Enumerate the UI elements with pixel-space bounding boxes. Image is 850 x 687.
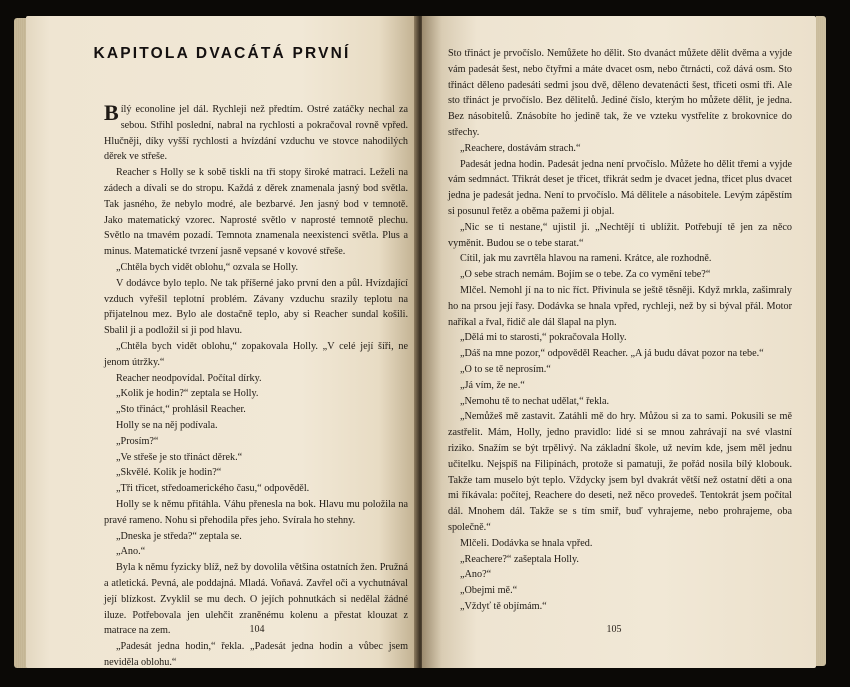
paragraph: Holly se na něj podívala. xyxy=(116,419,218,431)
paragraph: „Chtěla bych vidět oblohu,“ zopakovala Holly. „V celé její šíři, ne jenom útržky.“ xyxy=(104,340,408,368)
paragraph: Reacher neodpovídal. Počítal dírky. xyxy=(116,372,262,384)
paragraph: Sto třináct je prvočíslo. Nemůžete ho dělit. Sto dvanáct můžete dělit dvěma a vyjde vám padesát šest, nebo čtyřmi a máte dvacet osm, nebo čtrnácti, což dává osm. Sto třináct děleno padesáti sedmi jsou dvě, děleno devatenácti šest, třiceti osmi tři. Ale sto třináct je prvočíslo. Bez dělitelů. Jediné číslo, kterým ho můžete dělit, je jedna. Bez násobitelů. Znásobíte ho jedině tak, že ve vzteku vystřelíte z brokovnice do střechy. xyxy=(448,48,792,138)
paragraph: „Vždyť tě objímám.“ xyxy=(460,600,547,612)
paragraph: „Skvělé. Kolik je hodin?“ xyxy=(116,467,222,479)
paragraph: „Reachere?“ zašeptala Holly. xyxy=(460,553,579,565)
paragraph: „Chtěla bych vidět oblohu,“ ozvala se Holly. xyxy=(116,261,299,273)
paragraph: Byla k němu fyzicky blíž, než by dovolila většina ostatních žen. Pružná a atletická. Pevná, ale poddajná. Mladá. Voňavá. Zavřel oči a vychutnával její blízkost. Zvyklil se mu dech. O jejích pohnutkách si nedělal žádné iluze. Potřebovala jen ulehčit zraněnému kolenu a přestat klouzat z matrace na zem. xyxy=(104,562,408,637)
paragraph: „Nemohu tě to nechat udělat,“ řekla. xyxy=(460,395,610,407)
first-paragraph-text: ílý econoline jel dál. Rychleji než předtím. Ostré zatáčky nechal za sebou. Střihl poslední, nabral na rychlosti a pokračoval rovně vpřed. Hlučněji, díky vyšší rychlosti a hvízdání vzduchu ve stovce nahodilých děrek ve střeše. xyxy=(104,104,408,163)
paragraph: „Padesát jedna hodin,“ řekla. „Padesát jedna hodin a vůbec jsem neviděla oblohu.“ xyxy=(104,641,408,668)
left-page-text xyxy=(104,102,408,668)
paragraph: Reacher s Holly se k sobě tiskli na tři stopy široké matraci. Leželi na zádech a dívali se do stropu. Každá z děrek znamenala jasný bod světla. Tak jasného, že nebylo modré, ale bezbarvé. Jen jasný bod v temnotě. Jako matematický vzorec. Naprosté světlo v naprosté temnotě plechu. Světlo na tmavém pozadí. Temnota znamenala neexistenci světla. Plus a minus. Matematické tvrzení jasně vepsané v kovové střeše. xyxy=(104,167,408,258)
paragraph: „Obejmi mě.“ xyxy=(460,585,518,597)
page-block-edge-right xyxy=(816,16,826,666)
paragraph: „Nemůžeš mě zastavit. Zatáhli mě do hry. Můžou si za to sami. Pokusili se mě zastřelit. Mám, Holly, jedno pravidlo: lidé si se mnou zahrávají na své vlastní riziko. Snažím se být trpělivý. Na základní škole, už nevím kde, jsem měl jednu učitelku. Nejspíš na Filipínách, protože si pamatuji, že pořád nosila bílý klobouk. Takže tam muselo být teplo. Vždycky jsem byl dvakrát větší než ostatní děti a ona mi říkávala: počítej, Reachere do deseti, než něco provedeš. Tentokrát jsem počítal dál. Mnohem dál. Takže se s tím smiř, buď vyhrajeme, nebo prohrajeme, oba společně.“ xyxy=(448,411,792,533)
paragraph: „Ano.“ xyxy=(116,546,146,558)
paragraph: Mlčeli. Dodávka se hnala vpřed. xyxy=(460,537,593,549)
paragraph: „Prosím?“ xyxy=(116,435,159,447)
paragraph: V dodávce bylo teplo. Ne tak příšerné jako první den a půl. Hvízdající vzduch vyřešil teplotní problém. Závany vzduchu srazily teplotu na přijatelnou mez. Bylo ale dostačně teplo, aby si Reacher sundal košili. Sbalil ji a podložil si ji pod hlavu. xyxy=(104,277,408,337)
paragraph: „Ano?“ xyxy=(460,569,492,581)
right-page xyxy=(422,16,816,668)
page-number-left: 104 xyxy=(249,624,265,636)
open-book xyxy=(14,12,832,674)
paragraph: „Dáš na mne pozor,“ odpověděl Reacher. „A já budu dávat pozor na tebe.“ xyxy=(460,348,764,360)
paragraph: „Reachere, dostávám strach.“ xyxy=(460,142,581,154)
page-number-right: 105 xyxy=(606,624,622,636)
left-page xyxy=(26,16,418,668)
paragraph: „O sebe strach nemám. Bojím se o tebe. Za co vymění tebe?“ xyxy=(460,269,711,281)
paragraph: Cítil, jak mu zavrtěla hlavou na rameni. Krátce, ale rozhodně. xyxy=(460,253,712,265)
paragraph: Mlčel. Nemohl jí na to nic říct. Přivinula se ještě těsněji. Když mrkla, zašimraly ho na prsou její řasy. Dodávka se hnala vpřed, rychleji, než by si býval přál. Motor naříkal a řval, řidič ale dál šlapal na plyn. xyxy=(448,284,792,328)
paragraph: „Dneska je středa?“ zeptala se. xyxy=(116,530,242,542)
paragraph: „Ve střeše je sto třináct děrek.“ xyxy=(116,451,243,463)
right-page-text xyxy=(448,46,792,615)
paragraph: „O to se tě neprosím.“ xyxy=(460,363,551,375)
paragraph: Padesát jedna hodin. Padesát jedna není prvočíslo. Můžete ho dělit třemi a vyjde vám sedmnáct. Třikrát deset je třicet, třikrát sedm je dvacet jedna, třicet plus dvacet jedna je padesát jedna. Není to prvočíslo. Má dělitele a násobitele. Levým zápěstím si posunul řetěz a oběma pažemi ji objal. xyxy=(448,158,792,217)
paragraph: „Tři třicet, středoamerického času,“ odpověděl. xyxy=(116,483,310,495)
first-paragraph xyxy=(104,102,408,165)
paragraph: „Já vím, že ne.“ xyxy=(460,379,525,391)
paragraph: „Kolik je hodin?“ zeptala se Holly. xyxy=(116,388,259,400)
paragraph: Holly se k němu přitáhla. Váhu přenesla na bok. Hlavu mu položila na pravé rameno. Nohu si přehodila přes jeho. Svírala ho stehny. xyxy=(104,498,408,526)
paragraph: „Nic se ti nestane,“ ujistil ji. „Nechtějí ti ublížit. Potřebují tě jen za něco vyměnit. Budou se o tebe starat.“ xyxy=(448,221,792,249)
chapter-title: KAPITOLA DVACÁTÁ PRVNÍ xyxy=(93,45,351,62)
drop-cap: B xyxy=(104,100,119,125)
paragraph: „Dělá mi to starosti,“ pokračovala Holly. xyxy=(460,332,627,344)
paragraph: „Sto třináct,“ prohlásil Reacher. xyxy=(116,404,246,416)
